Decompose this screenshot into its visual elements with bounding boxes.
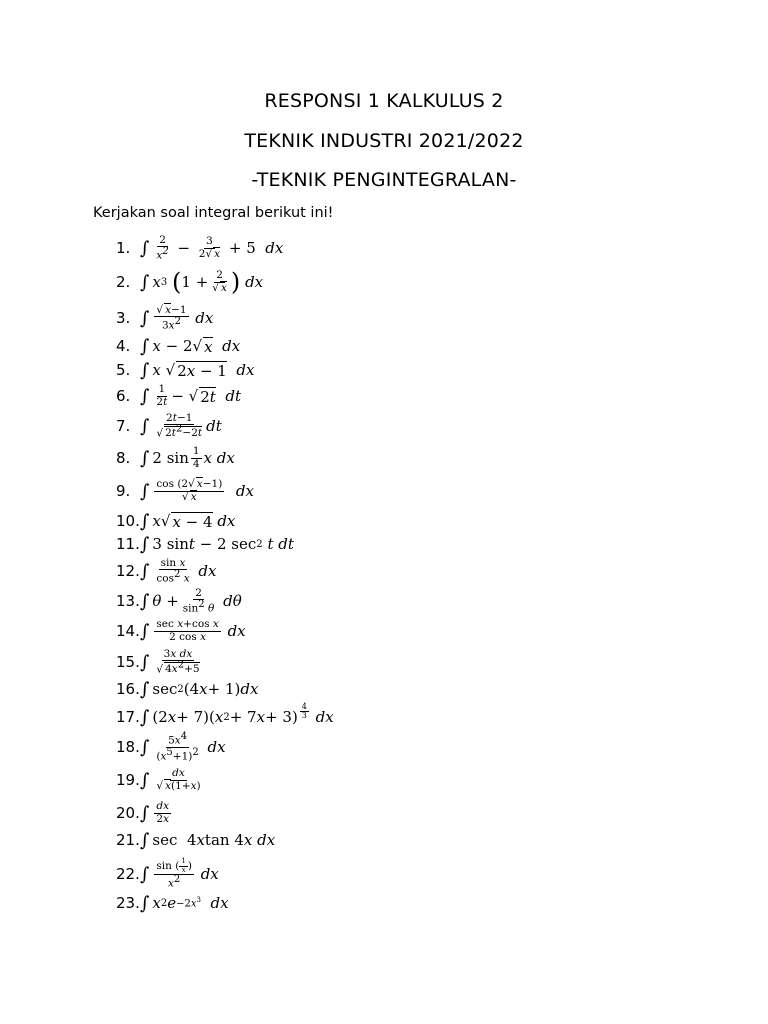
title-line-1: RESPONSI 1 KALKULUS 2 bbox=[264, 90, 504, 112]
problem-18 bbox=[116, 730, 226, 762]
problem-number: 11. bbox=[116, 535, 140, 553]
problem-expression: ∫ sec 4 x tan 4 x dx bbox=[140, 829, 276, 851]
problem-3 bbox=[116, 304, 213, 332]
problem-expression: ∫ $\frac{√ x-1}{3x^2}$ dx bbox=[140, 303, 214, 332]
problem-expression: ∫ $\frac{\text{sin x}}{\cos^2 x}$ dx bbox=[140, 556, 217, 585]
problem-expression: ∫ x 3 ( 1 + $\frac{2}{√ x}$ ) dx bbox=[140, 268, 264, 296]
problem-22 bbox=[116, 857, 219, 890]
problem-number: 7. bbox=[116, 417, 131, 435]
problem-number: 9. bbox=[116, 482, 131, 500]
problem-2 bbox=[116, 268, 263, 296]
problem-expression: ∫ $\frac{dx}{2x}$ bbox=[140, 800, 170, 825]
problem-expression: ∫ sec 2 (4 x + 1) dx bbox=[140, 678, 259, 700]
problem-expression: ∫ $\frac{2t-1}{√ 2t^2-2t}$ dt bbox=[140, 411, 222, 440]
problem-1 bbox=[116, 234, 283, 262]
problem-number: 23. bbox=[116, 894, 140, 912]
problem-expression: ∫ x − 2√ x dx bbox=[140, 335, 241, 357]
problem-5 bbox=[116, 356, 254, 384]
problem-number: 8. bbox=[116, 449, 131, 467]
problem-number: 4. bbox=[116, 337, 131, 355]
problem-expression: ∫ x √ 2x − 1 dx bbox=[140, 359, 255, 381]
title-line-3: -TEKNIK PENGINTEGRALAN- bbox=[251, 169, 517, 191]
problem-expression: ∫ $\frac{2}{x^2}$ − $\frac{3}{2√ x}$ + 5 dx bbox=[140, 233, 284, 262]
problem-13 bbox=[116, 587, 242, 615]
problem-number: 22. bbox=[116, 865, 140, 883]
problem-number: 1. bbox=[116, 239, 131, 257]
problem-number: 2. bbox=[116, 273, 131, 291]
problem-number: 19. bbox=[116, 771, 140, 789]
problem-number: 13. bbox=[116, 592, 140, 610]
problem-expression: ∫ 3 sin t − 2 sec 2 t dt bbox=[140, 533, 294, 555]
problem-12 bbox=[116, 557, 216, 585]
problem-expression: ∫ (2 x + 7)( x 2 + 7 x + 3) $\frac{4}{3}$ dx bbox=[140, 701, 334, 728]
problem-expression: ∫ sin ( $\frac{1}{x}$ ) $x^2$ dx bbox=[140, 857, 219, 890]
problem-expression: ∫ $\frac{5x^4}{(x^5+1)^2}$ dx bbox=[140, 730, 226, 762]
problem-14 bbox=[116, 617, 246, 645]
instruction: Kerjakan soal integral berikut ini! bbox=[93, 205, 334, 221]
problem-21 bbox=[116, 826, 275, 854]
problem-7 bbox=[116, 412, 222, 440]
problem-19 bbox=[116, 766, 205, 794]
problem-expression: ∫ $\frac{\text{sec x+cos x}}{\text{2 cos x}}$ dx bbox=[140, 618, 246, 643]
problem-number: 21. bbox=[116, 831, 140, 849]
problem-number: 20. bbox=[116, 804, 140, 822]
problem-number: 16. bbox=[116, 680, 140, 698]
problem-20 bbox=[116, 799, 173, 827]
problem-number: 17. bbox=[116, 708, 140, 726]
problem-expression: ∫ θ + $\frac{2}{\sin^2 \theta}$ dθ bbox=[140, 586, 242, 615]
problem-8 bbox=[116, 444, 235, 472]
problem-number: 3. bbox=[116, 309, 131, 327]
problem-6 bbox=[116, 382, 241, 410]
problem-number: 18. bbox=[116, 738, 140, 756]
problem-expression: ∫ $\frac{\text{3x dx}}{√ 4x^2+5}$ bbox=[140, 647, 200, 676]
title-line-2: TEKNIK INDUSTRI 2021/2022 bbox=[244, 130, 524, 152]
problem-expression: ∫ $\frac{dx}{√ x(1+x)}$ bbox=[140, 767, 201, 792]
problem-number: 6. bbox=[116, 387, 131, 405]
problem-expression: ∫ 2 sin $\frac{1}{4}$ x dx bbox=[140, 445, 235, 470]
problem-17 bbox=[116, 703, 334, 731]
problem-15 bbox=[116, 648, 204, 676]
problem-number: 15. bbox=[116, 653, 140, 671]
problem-number: 12. bbox=[116, 562, 140, 580]
problem-expression: ∫ x 2 e $-2x^3$ dx bbox=[140, 892, 229, 914]
problem-number: 14. bbox=[116, 622, 140, 640]
problem-number: 10. bbox=[116, 512, 140, 530]
problem-23 bbox=[116, 889, 229, 917]
problem-expression: ∫ x √ x − 4 dx bbox=[140, 510, 236, 532]
problem-expression: ∫ $\frac{1}{2t}$ − √ 2t dt bbox=[140, 383, 241, 408]
problem-expression: ∫ $\frac{\cos (2√ x-1)}{√ x}$ dx bbox=[140, 478, 254, 503]
problem-9 bbox=[116, 477, 254, 505]
problem-11 bbox=[116, 530, 294, 558]
problem-16 bbox=[116, 675, 258, 703]
problem-number: 5. bbox=[116, 361, 131, 379]
